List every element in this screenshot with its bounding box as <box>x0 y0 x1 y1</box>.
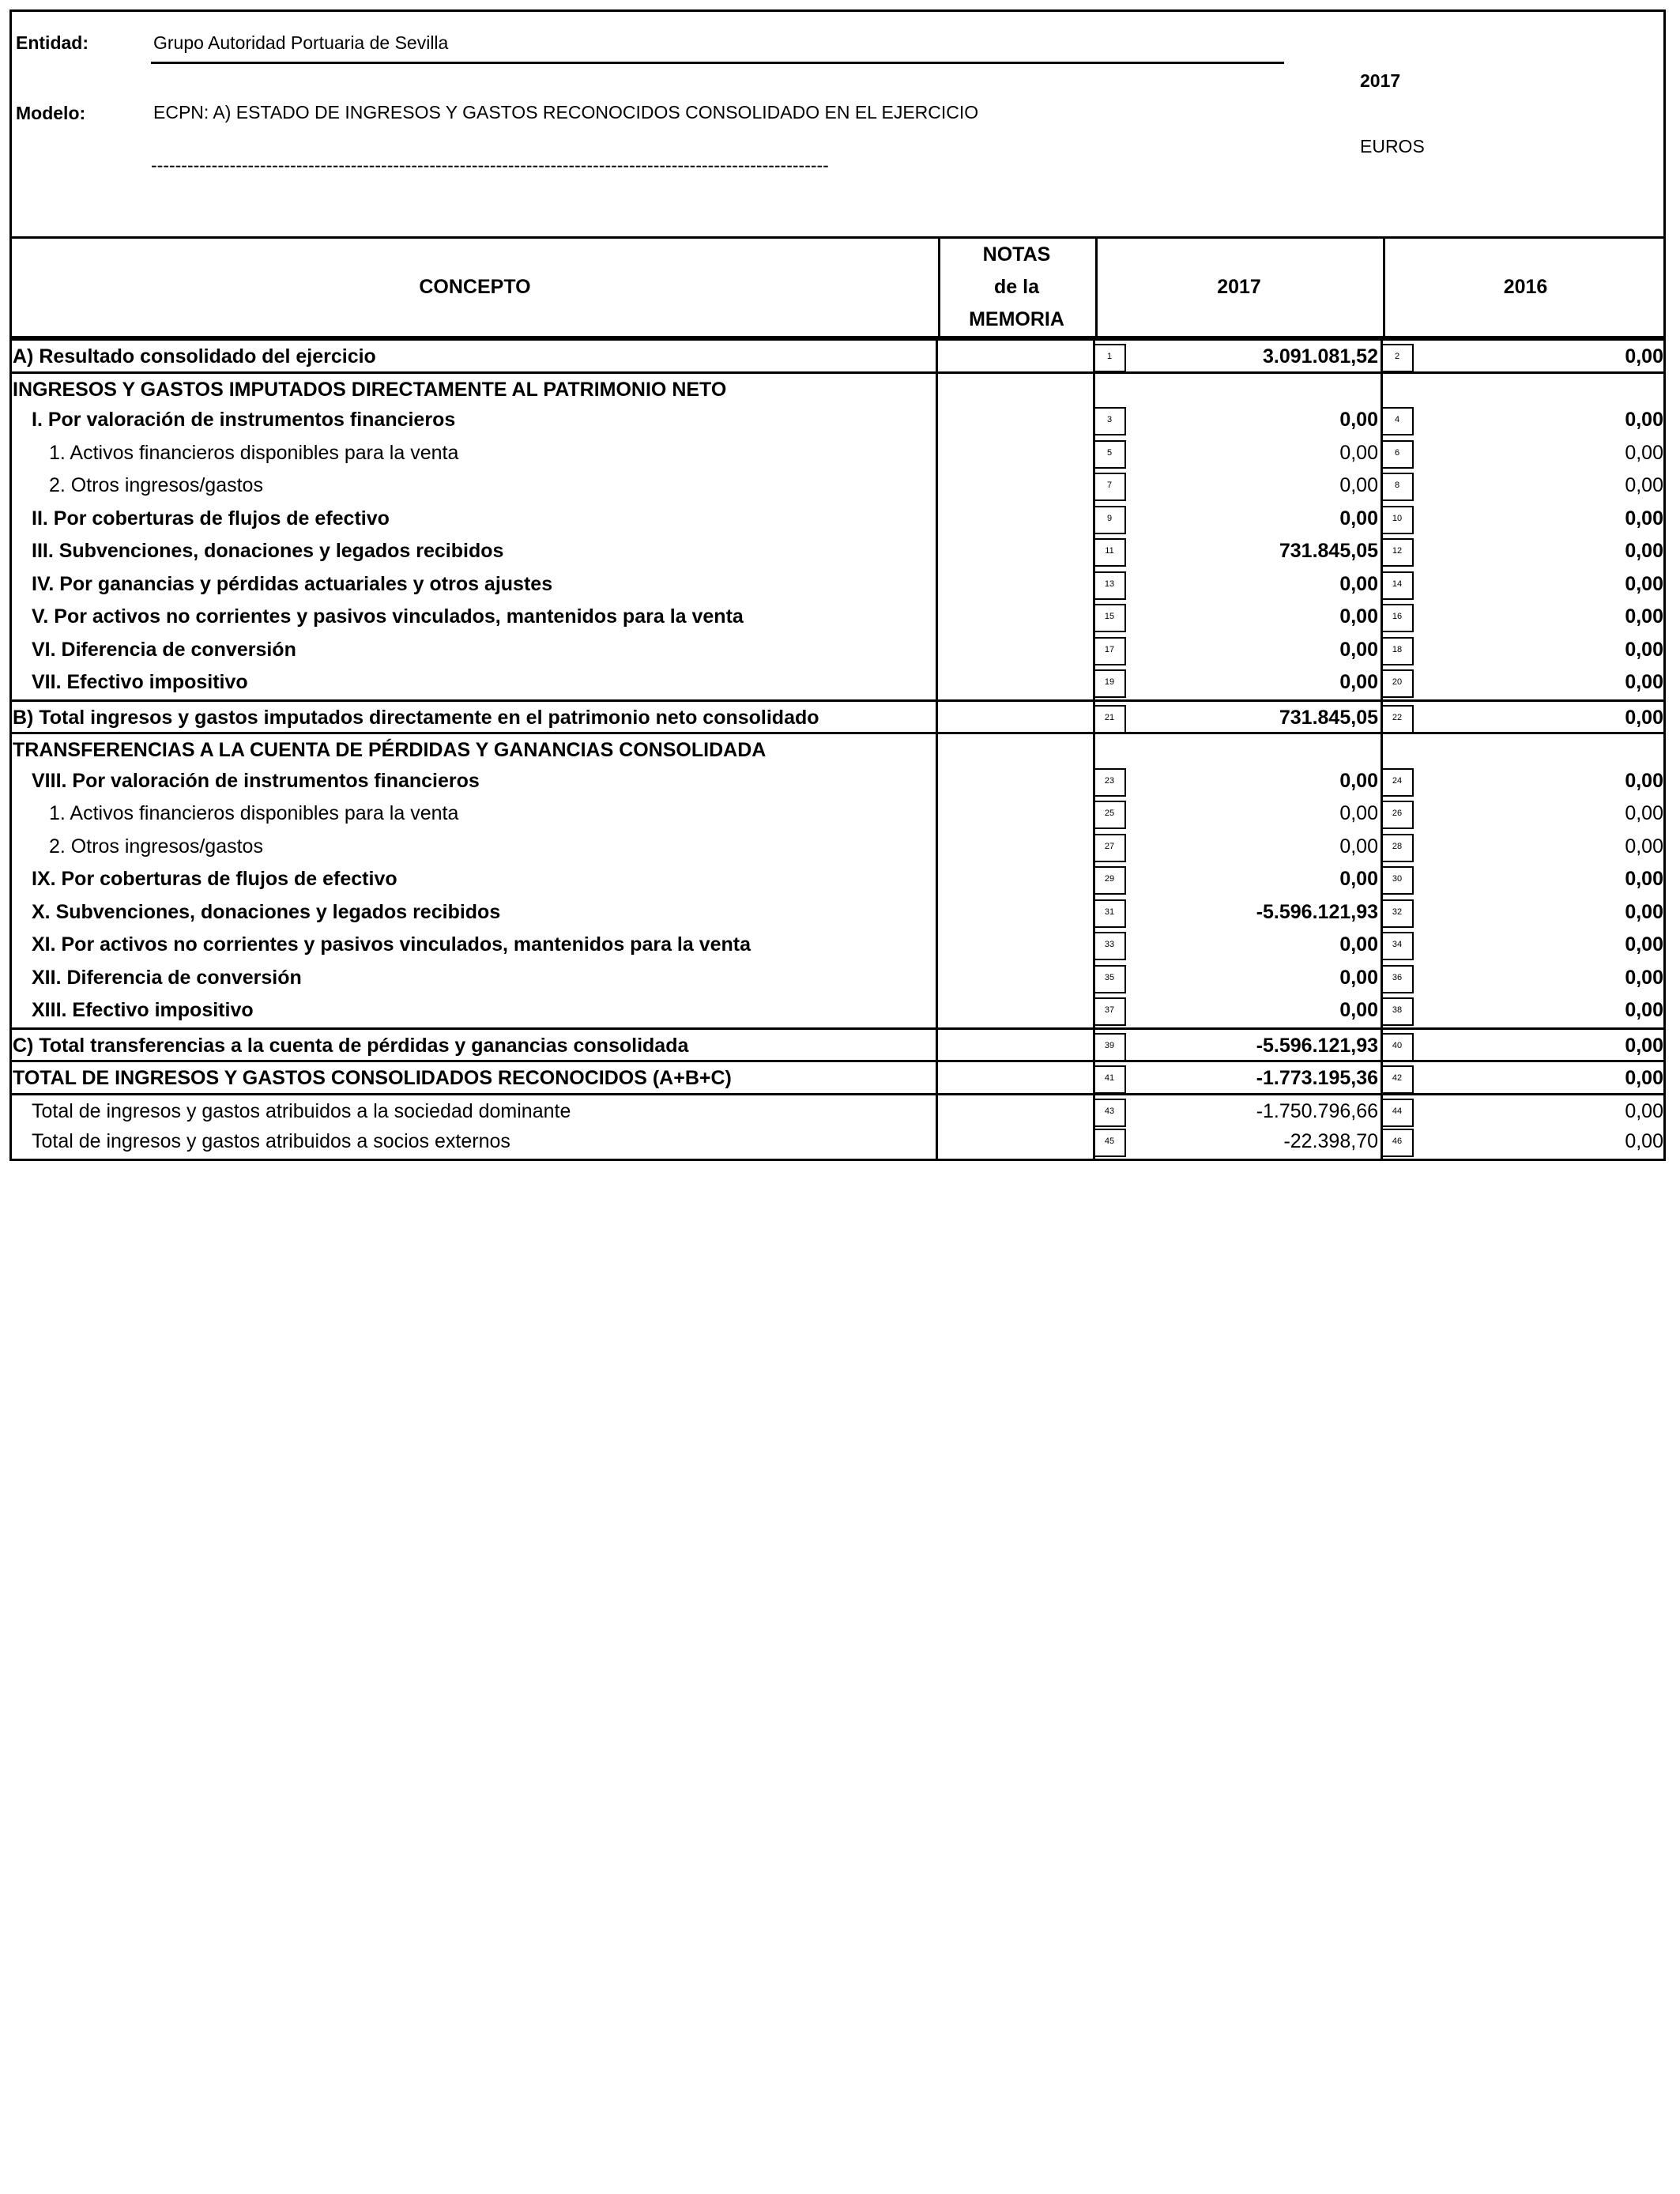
row-value-2016: 0,00 <box>1625 540 1663 562</box>
row-number-2016: 32 <box>1392 907 1403 917</box>
row-concept: X. Subvenciones, donaciones y legados recibidos <box>32 900 501 923</box>
row-value-2016: 0,00 <box>1625 706 1663 729</box>
table-body-border <box>9 338 1666 1161</box>
report-header <box>9 9 1666 239</box>
col-2017-header: 2017 <box>1217 276 1261 298</box>
row-concept: 1. Activos financieros disponibles para la venta <box>49 802 459 824</box>
row-concept: 1. Activos financieros disponibles para la venta <box>49 441 459 464</box>
row-value-2016: 0,00 <box>1625 802 1663 824</box>
row-value-2017: 0,00 <box>1339 441 1378 464</box>
row-number-2017: 39 <box>1104 1040 1115 1050</box>
row-concept: Total de ingresos y gastos atribuidos a la sociedad dominante <box>32 1099 571 1122</box>
row-number-2016: 8 <box>1394 481 1400 490</box>
row-value-2017: 0,00 <box>1339 409 1378 431</box>
col-concepto-header: CONCEPTO <box>419 276 531 298</box>
row-concept: VI. Diferencia de conversión <box>32 638 296 661</box>
row-number-2016: 10 <box>1392 513 1403 523</box>
row-number-2016: 44 <box>1392 1106 1403 1116</box>
row-value-2017: 0,00 <box>1339 802 1378 824</box>
row-number-2016: 16 <box>1392 612 1403 621</box>
row-value-2016: 0,00 <box>1625 900 1663 923</box>
modelo-label: Modelo: <box>16 103 86 123</box>
notas-line-3: MEMORIA <box>969 308 1064 330</box>
row-value-2016: 0,00 <box>1625 474 1663 496</box>
row-number-2016: 2 <box>1394 352 1400 361</box>
row-concept: XII. Diferencia de conversión <box>32 966 302 989</box>
row-concept: II. Por coberturas de flujos de efectivo <box>32 507 390 530</box>
row-number-2016: 12 <box>1392 546 1403 556</box>
row-number-2016: 46 <box>1392 1137 1403 1146</box>
row-number-2017: 23 <box>1104 775 1115 786</box>
row-value-2017: 0,00 <box>1339 999 1378 1021</box>
row-value-2016: 0,00 <box>1625 1099 1663 1122</box>
row-number-2017: 41 <box>1104 1073 1115 1083</box>
row-number-2017: 9 <box>1106 513 1113 523</box>
row-value-2017: -22.398,70 <box>1283 1130 1378 1152</box>
row-number-2017: 13 <box>1104 579 1115 589</box>
row-value-2016: 0,00 <box>1625 409 1663 431</box>
row-value-2017: 0,00 <box>1339 507 1378 530</box>
row-value-2016: 0,00 <box>1625 999 1663 1021</box>
row-number-2016: 34 <box>1392 940 1403 949</box>
row-number-2016: 6 <box>1394 447 1400 458</box>
row-value-2016: 0,00 <box>1625 868 1663 890</box>
row-value-2016: 0,00 <box>1625 671 1663 693</box>
col-divider <box>1093 338 1095 1159</box>
row-number-2016: 14 <box>1392 579 1403 589</box>
row-value-2017: -5.596.121,93 <box>1256 900 1378 923</box>
row-value-2017: 731.845,05 <box>1279 540 1378 562</box>
col-2016-header: 2016 <box>1503 276 1548 298</box>
row-number-2016: 40 <box>1392 1040 1403 1050</box>
entidad-underline <box>151 62 1284 64</box>
col-divider <box>1383 239 1385 336</box>
row-number-2017: 35 <box>1104 972 1115 982</box>
row-number-2016: 30 <box>1392 874 1403 884</box>
row-value-2016: 0,00 <box>1625 1067 1663 1089</box>
table-header <box>9 239 1666 338</box>
row-concept: TOTAL DE INGRESOS Y GASTOS CONSOLIDADOS RECONOCIDOS (A+B+C) <box>13 1067 732 1089</box>
row-value-2017: 0,00 <box>1339 474 1378 496</box>
row-concept: VII. Efectivo impositivo <box>32 671 248 693</box>
row-concept: Total de ingresos y gastos atribuidos a socios externos <box>32 1130 510 1152</box>
row-number-2017: 25 <box>1104 809 1115 818</box>
row-value-2017: 3.091.081,52 <box>1263 345 1378 368</box>
row-value-2016: 0,00 <box>1625 835 1663 858</box>
row-concept: VIII. Por valoración de instrumentos financieros <box>32 769 480 792</box>
row-value-2016: 0,00 <box>1625 572 1663 595</box>
row-value-2017: -1.750.796,66 <box>1256 1099 1378 1122</box>
entidad-value: Grupo Autoridad Portuaria de Sevilla <box>153 32 449 53</box>
row-concept: C) Total transferencias a la cuenta de pérdidas y ganancias consolidada <box>13 1034 689 1057</box>
row-concept: IV. Por ganancias y pérdidas actuariales y otros ajustes <box>32 572 553 595</box>
row-value-2016: 0,00 <box>1625 1034 1663 1057</box>
row-value-2017: 0,00 <box>1339 868 1378 890</box>
row-concept: IX. Por coberturas de flujos de efectivo <box>32 868 397 890</box>
col-divider <box>938 239 940 336</box>
notas-line-2: de la <box>994 276 1039 298</box>
col-divider <box>936 338 938 1159</box>
row-number-2016: 20 <box>1392 677 1403 687</box>
row-value-2016: 0,00 <box>1625 769 1663 792</box>
row-value-2017: 0,00 <box>1339 933 1378 956</box>
row-concept: III. Subvenciones, donaciones y legados recibidos <box>32 540 504 562</box>
row-number-2016: 18 <box>1392 644 1403 654</box>
report-page <box>9 9 1666 1155</box>
row-value-2016: 0,00 <box>1625 441 1663 464</box>
row-value-2016: 0,00 <box>1625 605 1663 628</box>
entidad-label: Entidad: <box>16 32 89 53</box>
row-number-2016: 28 <box>1392 841 1403 851</box>
col-divider <box>1381 338 1383 1159</box>
row-number-2017: 1 <box>1106 352 1113 361</box>
row-concept: I. Por valoración de instrumentos financieros <box>32 409 456 431</box>
row-number-2017: 43 <box>1104 1106 1115 1116</box>
row-number-2017: 37 <box>1104 1005 1115 1015</box>
notas-line-1: NOTAS <box>982 243 1051 266</box>
row-concept: INGRESOS Y GASTOS IMPUTADOS DIRECTAMENTE AL PATRIMONIO NETO <box>13 378 727 401</box>
row-value-2017: 0,00 <box>1339 769 1378 792</box>
row-value-2016: 0,00 <box>1625 933 1663 956</box>
col-divider <box>1095 239 1098 336</box>
row-number-2017: 5 <box>1106 447 1113 458</box>
row-number-2016: 4 <box>1394 415 1400 424</box>
row-value-2016: 0,00 <box>1625 507 1663 530</box>
row-number-2016: 24 <box>1392 775 1403 786</box>
row-number-2016: 38 <box>1392 1005 1403 1015</box>
row-value-2017: 0,00 <box>1339 605 1378 628</box>
col-notas-header <box>938 239 1095 336</box>
modelo-value: ECPN: A) ESTADO DE INGRESOS Y GASTOS RECONOCIDOS CONSOLIDADO EN EL EJERCICIO <box>153 102 979 123</box>
row-concept: V. Por activos no corrientes y pasivos vinculados, mantenidos para la venta <box>32 605 744 628</box>
report-year: 2017 <box>1360 70 1401 91</box>
row-value-2017: -5.596.121,93 <box>1256 1034 1378 1057</box>
row-number-2016: 22 <box>1392 712 1403 722</box>
row-value-2017: 731.845,05 <box>1279 706 1378 729</box>
dashed-separator: ---------------------------------------------------------------------------------------------------------------- <box>151 157 829 173</box>
row-number-2017: 19 <box>1104 677 1115 687</box>
row-number-2017: 31 <box>1104 907 1115 917</box>
row-value-2017: 0,00 <box>1339 638 1378 661</box>
row-number-2017: 3 <box>1106 415 1113 424</box>
row-concept: 2. Otros ingresos/gastos <box>49 474 263 496</box>
row-number-2017: 33 <box>1104 940 1115 949</box>
row-number-2016: 42 <box>1392 1073 1403 1083</box>
row-concept: 2. Otros ingresos/gastos <box>49 835 263 858</box>
row-number-2017: 11 <box>1105 546 1114 556</box>
row-value-2017: 0,00 <box>1339 671 1378 693</box>
row-value-2016: 0,00 <box>1625 638 1663 661</box>
row-value-2016: 0,00 <box>1625 1130 1663 1152</box>
row-concept: TRANSFERENCIAS A LA CUENTA DE PÉRDIDAS Y GANANCIAS CONSOLIDADA <box>13 739 767 761</box>
row-number-2017: 21 <box>1104 712 1115 722</box>
row-value-2017: 0,00 <box>1339 572 1378 595</box>
row-number-2017: 45 <box>1104 1137 1115 1146</box>
row-concept: XI. Por activos no corrientes y pasivos vinculados, mantenidos para la venta <box>32 933 751 956</box>
row-number-2016: 36 <box>1392 972 1403 982</box>
row-number-2017: 29 <box>1104 874 1115 884</box>
row-number-2017: 15 <box>1104 612 1115 621</box>
row-value-2016: 0,00 <box>1625 345 1663 368</box>
row-number-2017: 17 <box>1104 644 1115 654</box>
row-value-2017: 0,00 <box>1339 966 1378 989</box>
row-concept: A) Resultado consolidado del ejercicio <box>13 345 376 368</box>
row-concept: B) Total ingresos y gastos imputados directamente en el patrimonio neto consolidado <box>13 706 819 729</box>
currency-label: EUROS <box>1360 136 1425 156</box>
row-value-2017: -1.773.195,36 <box>1256 1067 1378 1089</box>
row-number-2017: 27 <box>1104 841 1115 851</box>
row-concept: XIII. Efectivo impositivo <box>32 999 254 1021</box>
row-number-2017: 7 <box>1106 481 1113 490</box>
row-value-2017: 0,00 <box>1339 835 1378 858</box>
row-number-2016: 26 <box>1392 809 1403 818</box>
row-value-2016: 0,00 <box>1625 966 1663 989</box>
